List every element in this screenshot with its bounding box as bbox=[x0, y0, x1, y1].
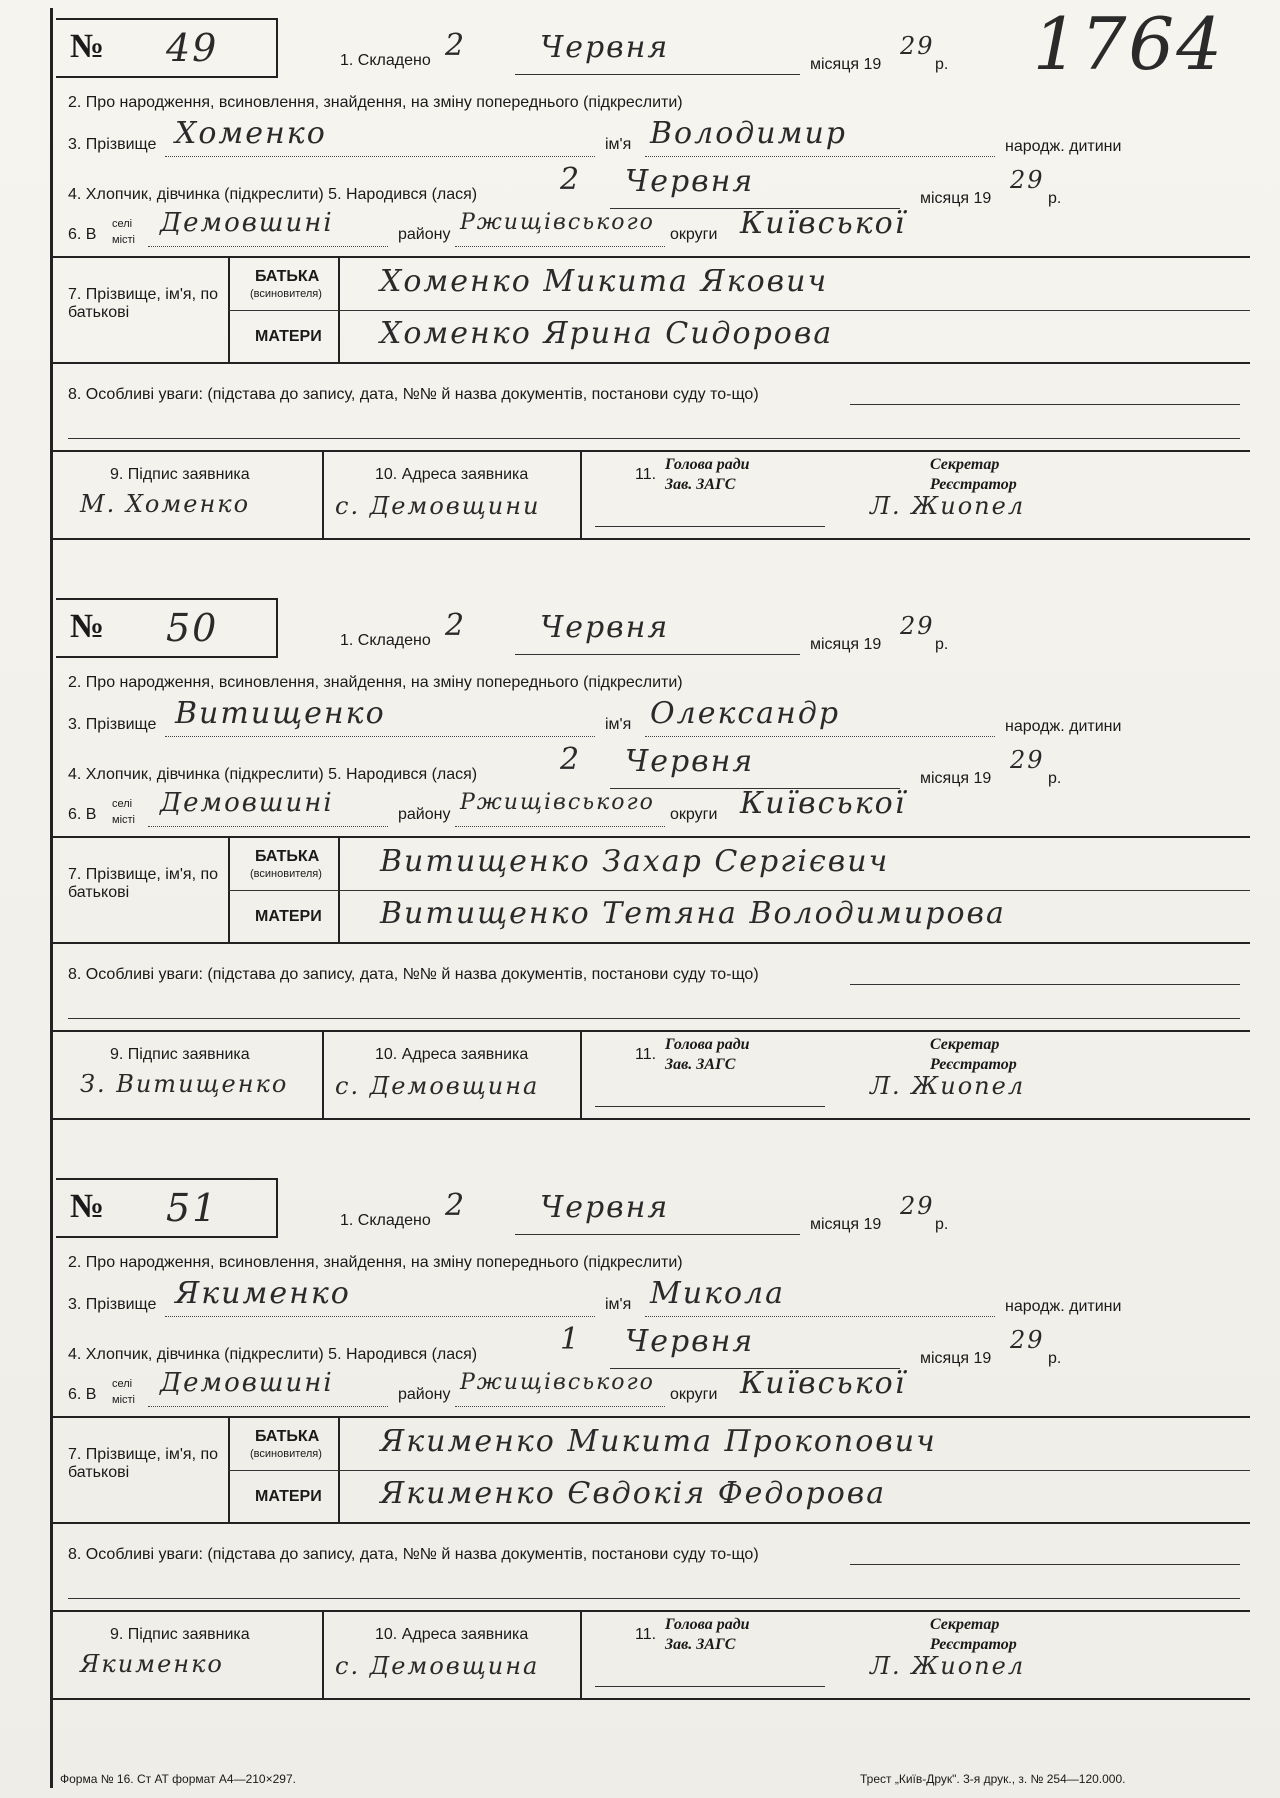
mother-value: Витищенко Тетяна Володимирова bbox=[380, 896, 1006, 931]
address-label: 10. Адреса заявника bbox=[375, 466, 529, 483]
town-label: місті bbox=[112, 814, 135, 826]
secretary-label: Секретар bbox=[930, 1616, 1000, 1633]
record-type-label: 2. Про народження, всиновлення, знайдення, на зміну попереднього (підкреслити) bbox=[68, 1254, 683, 1271]
parents-mid-line bbox=[228, 310, 1250, 311]
father-label: БАТЬКА bbox=[255, 268, 320, 285]
zags-label: Зав. ЗАГС bbox=[665, 1636, 736, 1653]
birth-month-label: місяця 19 bbox=[920, 190, 992, 207]
sign-divider-2 bbox=[580, 452, 582, 538]
name-label: ім'я bbox=[605, 1296, 632, 1313]
mother-label: МАТЕРИ bbox=[255, 908, 322, 925]
month-line bbox=[515, 1234, 800, 1235]
surname-value: Якименко bbox=[175, 1276, 351, 1311]
parents-label: 7. Прізвище, ім'я, по батькові bbox=[68, 286, 219, 321]
surname-line bbox=[165, 156, 595, 157]
district-line bbox=[455, 246, 665, 247]
record-number: 49 bbox=[166, 26, 219, 70]
name-label: ім'я bbox=[605, 716, 632, 733]
sign-divider-2 bbox=[580, 1032, 582, 1118]
zags-label: Зав. ЗАГС bbox=[665, 1056, 736, 1073]
gender-birth-label: 4. Хлопчик, дівчинка (підкреслити) 5. Народився (лася) bbox=[68, 766, 478, 783]
head-number: 11. bbox=[635, 466, 657, 483]
number-sign: № bbox=[70, 608, 105, 645]
zags-label: Зав. ЗАГС bbox=[665, 476, 736, 493]
birth-year-suffix: р. bbox=[1048, 190, 1062, 207]
corner-page-number: 1764 bbox=[1032, 2, 1224, 86]
village-line bbox=[148, 246, 388, 247]
name-line bbox=[645, 156, 995, 157]
signature-row bbox=[50, 1610, 1250, 1700]
district-label: району bbox=[398, 806, 451, 823]
surname-label: 3. Прізвище bbox=[68, 716, 157, 733]
district-label: району bbox=[398, 1386, 451, 1403]
mother-value: Хоменко Ярина Сидорова bbox=[380, 316, 834, 351]
place-label: 6. В bbox=[68, 226, 97, 243]
father-sub-label: (всиновителя) bbox=[250, 868, 322, 880]
village-value: Демовшині bbox=[160, 1368, 334, 1398]
registrar-signature: Л. Жиопел bbox=[870, 492, 1026, 520]
composed-label: 1. Складено bbox=[340, 632, 431, 649]
number-sign: № bbox=[70, 1188, 105, 1225]
composed-year: 29 bbox=[900, 32, 935, 60]
record-number-box bbox=[56, 18, 278, 78]
notes-line bbox=[850, 404, 1240, 405]
gender-birth-label: 4. Хлопчик, дівчинка (підкреслити) 5. Народився (лася) bbox=[68, 186, 478, 203]
year-suffix: р. bbox=[935, 1216, 949, 1233]
town-label: місті bbox=[112, 1394, 135, 1406]
district-value: Ржищівського bbox=[460, 210, 655, 235]
applicant-address: с. Демовщина bbox=[335, 1072, 540, 1100]
birth-month: Червня bbox=[625, 1324, 755, 1359]
head-sign-line bbox=[595, 1106, 825, 1107]
head-sign-line bbox=[595, 526, 825, 527]
record-type-label: 2. Про народження, всиновлення, знайдення, на зміну попереднього (підкреслити) bbox=[68, 94, 683, 111]
birth-day: 1 bbox=[560, 1322, 582, 1357]
district-line bbox=[455, 1406, 665, 1407]
composed-month: Червня bbox=[540, 1190, 670, 1225]
birth-year: 29 bbox=[1010, 1326, 1045, 1354]
sign-label: 9. Підпис заявника bbox=[110, 466, 250, 483]
parents-mid-line bbox=[228, 1470, 1250, 1471]
mother-value: Якименко Євдокія Федорова bbox=[380, 1476, 887, 1511]
head-label: Голова ради bbox=[665, 1036, 750, 1053]
registry-record bbox=[50, 588, 1250, 1158]
child-label: народж. дитини bbox=[1005, 1298, 1122, 1315]
okrug-value: Київської bbox=[740, 206, 907, 241]
registry-record bbox=[50, 8, 1250, 578]
notes-line-2 bbox=[68, 438, 1240, 439]
head-label: Голова ради bbox=[665, 1616, 750, 1633]
district-value: Ржищівського bbox=[460, 1370, 655, 1395]
birth-month-label: місяця 19 bbox=[920, 1350, 992, 1367]
place-label: 6. В bbox=[68, 1386, 97, 1403]
father-label: БАТЬКА bbox=[255, 1428, 320, 1445]
address-label: 10. Адреса заявника bbox=[375, 1046, 529, 1063]
applicant-address: с. Демовщина bbox=[335, 1652, 540, 1680]
parents-label: 7. Прізвище, ім'я, по батькові bbox=[68, 866, 219, 901]
secretary-label: Секретар bbox=[930, 456, 1000, 473]
parents-section bbox=[50, 836, 1250, 944]
okrug-value: Київської bbox=[740, 1366, 907, 1401]
notes-line bbox=[850, 1564, 1240, 1565]
registrar-label: Реєстратор bbox=[930, 1636, 1017, 1653]
village-value: Демовшині bbox=[160, 208, 334, 238]
parents-section bbox=[50, 1416, 1250, 1524]
sign-divider-1 bbox=[322, 452, 324, 538]
surname-line bbox=[165, 736, 595, 737]
village-label: селі bbox=[112, 798, 133, 810]
village-line bbox=[148, 826, 388, 827]
signature-row bbox=[50, 450, 1250, 540]
birth-day: 2 bbox=[560, 162, 582, 197]
birth-year: 29 bbox=[1010, 746, 1045, 774]
parents-mid-line bbox=[228, 890, 1250, 891]
head-number: 11. bbox=[635, 1626, 657, 1643]
year-suffix: р. bbox=[935, 56, 949, 73]
gender-birth-label: 4. Хлопчик, дівчинка (підкреслити) 5. Народився (лася) bbox=[68, 1346, 478, 1363]
registrar-signature: Л. Жиопел bbox=[870, 1072, 1026, 1100]
month-label: місяця 19 bbox=[810, 1216, 882, 1233]
birth-month: Червня bbox=[625, 744, 755, 779]
applicant-signature: Якименко bbox=[80, 1650, 224, 1678]
child-label: народж. дитини bbox=[1005, 138, 1122, 155]
district-value: Ржищівського bbox=[460, 790, 655, 815]
okrug-label: округи bbox=[670, 1386, 718, 1403]
record-number: 50 bbox=[166, 606, 219, 650]
number-sign: № bbox=[70, 28, 105, 65]
surname-value: Хоменко bbox=[175, 116, 327, 151]
name-value: Олександр bbox=[650, 696, 841, 731]
footer-form-number: Форма № 16. Ст АТ формат А4—210×297. bbox=[60, 1772, 296, 1786]
father-value: Витищенко Захар Сергієвич bbox=[380, 844, 890, 879]
father-sub-label: (всиновителя) bbox=[250, 1448, 322, 1460]
village-line bbox=[148, 1406, 388, 1407]
father-value: Хоменко Микита Якович bbox=[380, 264, 829, 299]
registrar-label: Реєстратор bbox=[930, 476, 1017, 493]
notes-line bbox=[850, 984, 1240, 985]
head-number: 11. bbox=[635, 1046, 657, 1063]
parents-label: 7. Прізвище, ім'я, по батькові bbox=[68, 1446, 219, 1481]
father-label: БАТЬКА bbox=[255, 848, 320, 865]
head-sign-line bbox=[595, 1686, 825, 1687]
composed-day: 2 bbox=[445, 1188, 467, 1223]
composed-label: 1. Складено bbox=[340, 1212, 431, 1229]
sign-divider-1 bbox=[322, 1032, 324, 1118]
birth-day: 2 bbox=[560, 742, 582, 777]
birth-year: 29 bbox=[1010, 166, 1045, 194]
mother-label: МАТЕРИ bbox=[255, 328, 322, 345]
registrar-signature: Л. Жиопел bbox=[870, 1652, 1026, 1680]
notes-line-2 bbox=[68, 1018, 1240, 1019]
surname-label: 3. Прізвище bbox=[68, 136, 157, 153]
name-line bbox=[645, 736, 995, 737]
birth-month: Червня bbox=[625, 164, 755, 199]
village-value: Демовшині bbox=[160, 788, 334, 818]
surname-label: 3. Прізвище bbox=[68, 1296, 157, 1313]
village-label: селі bbox=[112, 1378, 133, 1390]
month-label: місяця 19 bbox=[810, 56, 882, 73]
town-label: місті bbox=[112, 234, 135, 246]
child-label: народж. дитини bbox=[1005, 718, 1122, 735]
notes-label: 8. Особливі уваги: (підстава до запису, дата, №№ й назва документів, постанови суду то-що) bbox=[68, 966, 759, 983]
address-label: 10. Адреса заявника bbox=[375, 1626, 529, 1643]
applicant-signature: М. Хоменко bbox=[80, 490, 251, 518]
applicant-signature: З. Витищенко bbox=[80, 1070, 289, 1098]
signature-row bbox=[50, 1030, 1250, 1120]
district-line bbox=[455, 826, 665, 827]
applicant-address: с. Демовщини bbox=[335, 492, 541, 520]
month-label: місяця 19 bbox=[810, 636, 882, 653]
okrug-label: округи bbox=[670, 226, 718, 243]
name-value: Микола bbox=[650, 1276, 786, 1311]
parents-section bbox=[50, 256, 1250, 364]
birth-month-label: місяця 19 bbox=[920, 770, 992, 787]
surname-line bbox=[165, 1316, 595, 1317]
month-line bbox=[515, 654, 800, 655]
registry-record bbox=[50, 1168, 1250, 1738]
birth-year-suffix: р. bbox=[1048, 770, 1062, 787]
sign-divider-2 bbox=[580, 1612, 582, 1698]
district-label: району bbox=[398, 226, 451, 243]
record-number-box bbox=[56, 1178, 278, 1238]
sign-label: 9. Підпис заявника bbox=[110, 1626, 250, 1643]
record-type-label: 2. Про народження, всиновлення, знайдення, на зміну попереднього (підкреслити) bbox=[68, 674, 683, 691]
composed-month: Червня bbox=[540, 610, 670, 645]
okrug-label: округи bbox=[670, 806, 718, 823]
composed-day: 2 bbox=[445, 608, 467, 643]
father-sub-label: (всиновителя) bbox=[250, 288, 322, 300]
sign-divider-1 bbox=[322, 1612, 324, 1698]
year-suffix: р. bbox=[935, 636, 949, 653]
record-number-box bbox=[56, 598, 278, 658]
name-value: Володимир bbox=[650, 116, 848, 151]
name-line bbox=[645, 1316, 995, 1317]
name-label: ім'я bbox=[605, 136, 632, 153]
record-number: 51 bbox=[166, 1186, 219, 1230]
composed-year: 29 bbox=[900, 1192, 935, 1220]
composed-label: 1. Складено bbox=[340, 52, 431, 69]
head-label: Голова ради bbox=[665, 456, 750, 473]
footer-printer: Трест „Київ-Друк". 3-я друк., з. № 254—120.000. bbox=[860, 1772, 1126, 1786]
father-value: Якименко Микита Прокопович bbox=[380, 1424, 937, 1459]
secretary-label: Секретар bbox=[930, 1036, 1000, 1053]
sign-label: 9. Підпис заявника bbox=[110, 1046, 250, 1063]
registrar-label: Реєстратор bbox=[930, 1056, 1017, 1073]
surname-value: Витищенко bbox=[175, 696, 386, 731]
composed-month: Червня bbox=[540, 30, 670, 65]
month-line bbox=[515, 74, 800, 75]
village-label: селі bbox=[112, 218, 133, 230]
composed-day: 2 bbox=[445, 28, 467, 63]
mother-label: МАТЕРИ bbox=[255, 1488, 322, 1505]
notes-line-2 bbox=[68, 1598, 1240, 1599]
composed-year: 29 bbox=[900, 612, 935, 640]
notes-label: 8. Особливі уваги: (підстава до запису, дата, №№ й назва документів, постанови суду то-що) bbox=[68, 386, 759, 403]
birth-year-suffix: р. bbox=[1048, 1350, 1062, 1367]
place-label: 6. В bbox=[68, 806, 97, 823]
notes-label: 8. Особливі уваги: (підстава до запису, дата, №№ й назва документів, постанови суду то-що) bbox=[68, 1546, 759, 1563]
okrug-value: Київської bbox=[740, 786, 907, 821]
